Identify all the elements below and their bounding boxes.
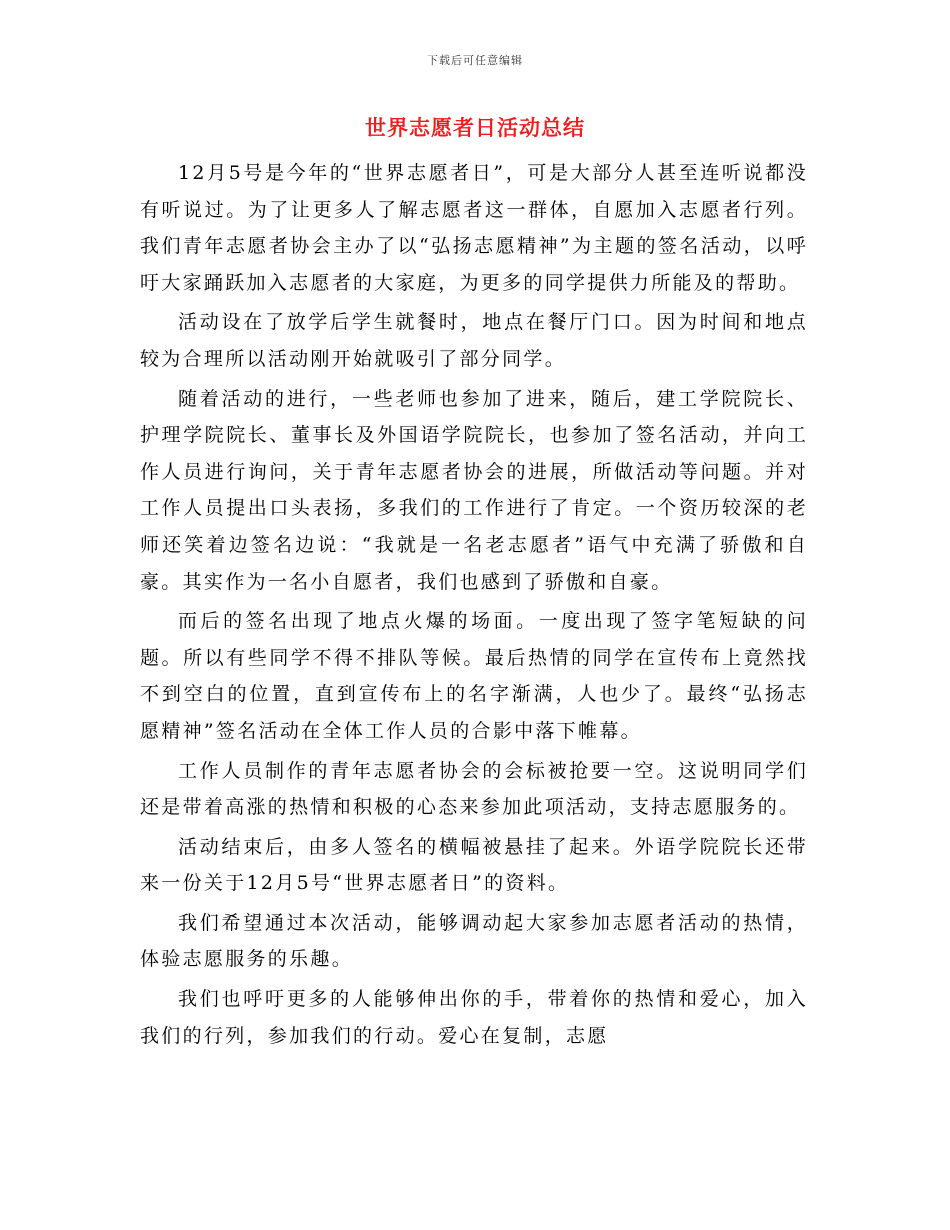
paragraph: 随着活动的进行，一些老师也参加了进来，随后，建工学院院长、护理学院院长、董事长及外国语学院院长，也参加了签名活动，并向工作人员进行询问，关于青年志愿者协会的进展，所做活动等问题。并对工作人员提出口头表扬，多我们的工作进行了肯定。一个资历较深的老师还笑着边签名边说：“我就是一名老志愿者”语气中充满了骄傲和自豪。其实作为一名小自愿者，我们也感到了骄傲和自豪。 [140,387,808,593]
paragraph: 活动结束后，由多人签名的横幅被悬挂了起来。外语学院院长还带来一份关于12月5号“世界志愿者日”的资料。 [140,835,808,895]
paragraph: 工作人员制作的青年志愿者协会的会标被抢要一空。这说明同学们还是带着高涨的热情和积极的心态来参加此项活动，支持志愿服务的。 [140,759,808,819]
paragraph: 我们也呼吁更多的人能够伸出你的手，带着你的热情和爱心，加入我们的行列，参加我们的行动。爱心在复制，志愿 [140,988,808,1047]
paragraph: 我们希望通过本次活动，能够调动起大家参加志愿者活动的热情，体验志愿服务的乐趣。 [140,911,808,971]
header-note: 下载后可任意编辑 [427,54,523,67]
paragraph: 活动设在了放学后学生就餐时，地点在餐厅门口。因为时间和地点较为合理所以活动刚开始就吸引了部分同学。 [140,311,808,370]
paragraph: 而后的签名出现了地点火爆的场面。一度出现了签字笔短缺的问题。所以有些同学不得不排队等候。最后热情的同学在宣传布上竟然找不到空白的位置，直到宣传布上的名字渐满，人也少了。最终“弘扬志愿精神”签名活动在全体工作人员的合影中落下帷幕。 [140,610,808,742]
document-title: 世界志愿者日活动总结 [365,115,585,140]
paragraph: 12月5号是今年的“世界志愿者日”，可是大部分人甚至连听说都没有听说过。为了让更多人了解志愿者这一群体，自愿加入志愿者行列。我们青年志愿者协会主办了以“弘扬志愿精神”为主题的签名活动，以呼吁大家踊跃加入志愿者的大家庭，为更多的同学提供力所能及的帮助。 [140,162,808,294]
document-body [140,155,808,1057]
